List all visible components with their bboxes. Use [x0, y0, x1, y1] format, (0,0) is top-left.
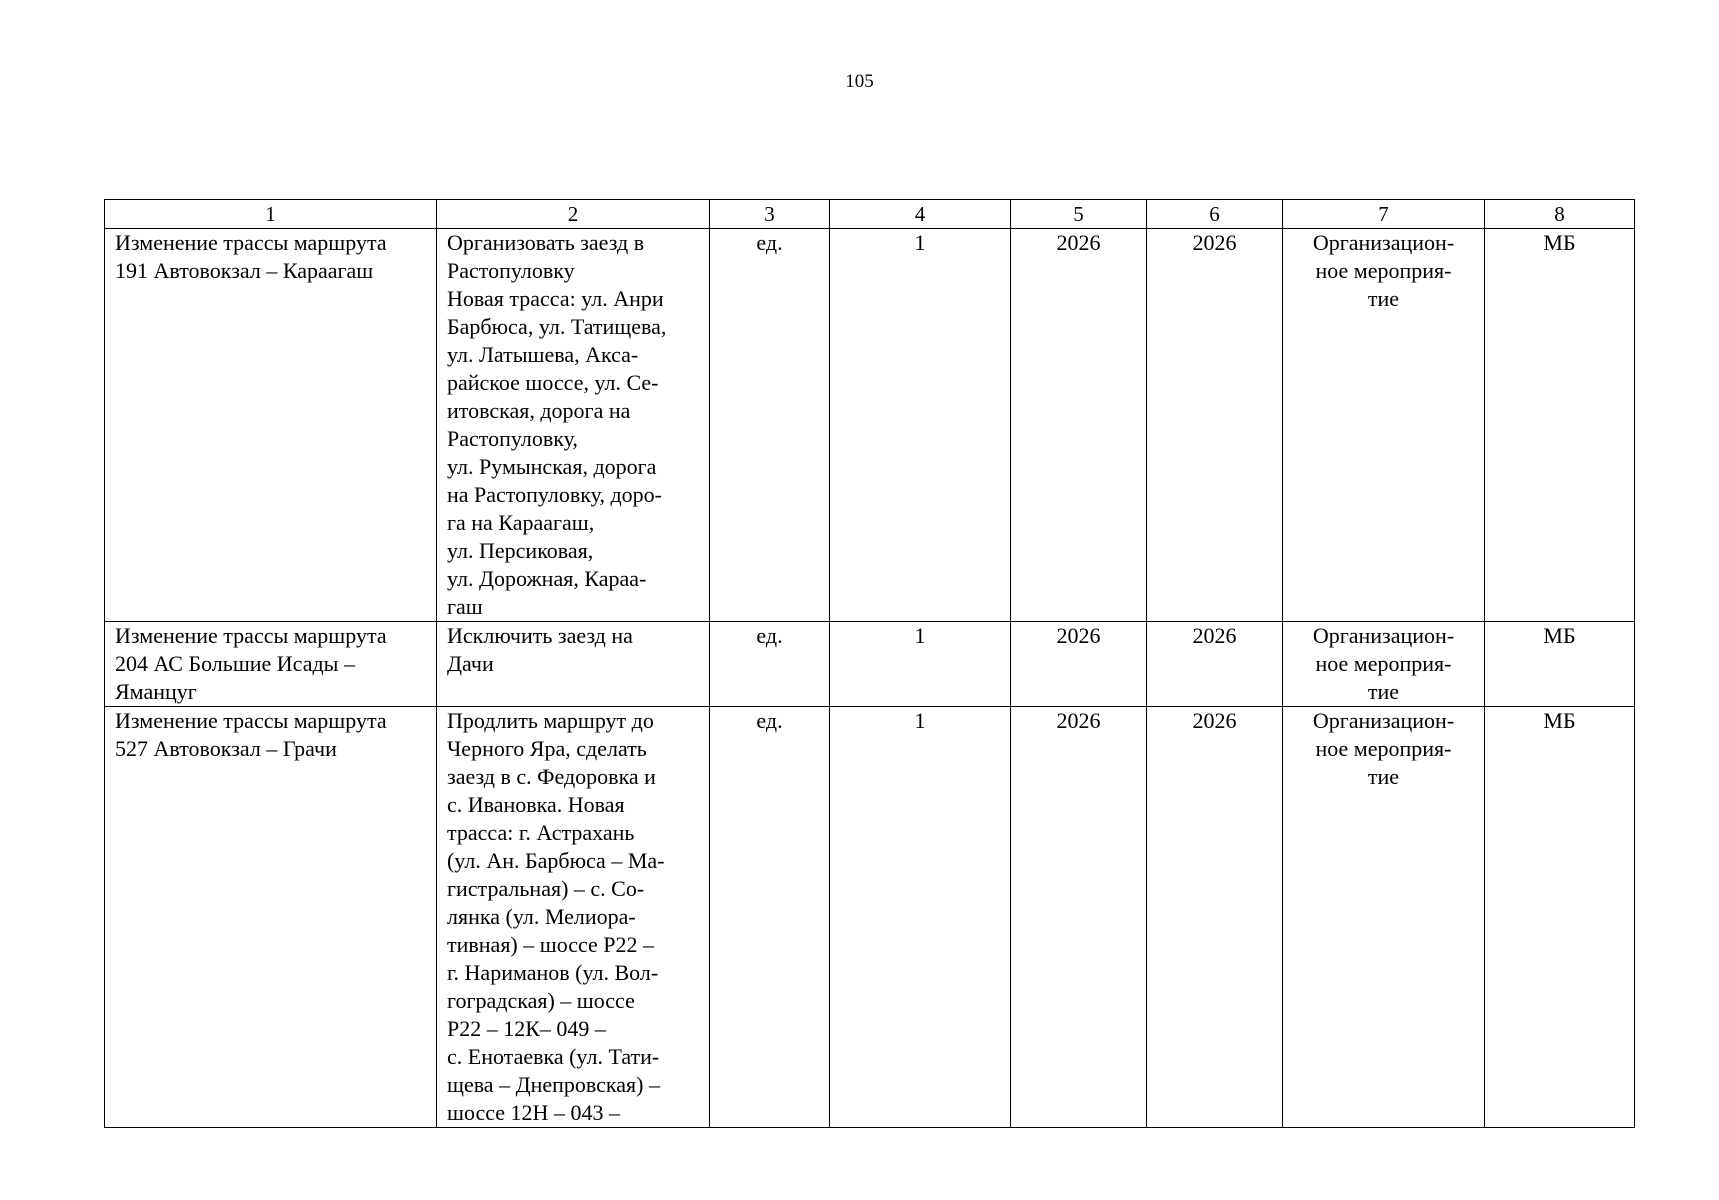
header-col-6: 6	[1147, 200, 1283, 229]
measure-type-cell: Организацион- ное мероприя- тие	[1283, 229, 1485, 622]
header-col-2: 2	[437, 200, 710, 229]
measure-description-cell: Исключить заезд на Дачи	[437, 622, 710, 707]
quantity-cell: 1	[830, 229, 1011, 622]
header-col-1: 1	[105, 200, 437, 229]
unit-cell: ед.	[710, 707, 830, 1128]
start-year-cell: 2026	[1011, 622, 1147, 707]
end-year-cell: 2026	[1147, 622, 1283, 707]
header-col-8: 8	[1485, 200, 1635, 229]
route-change-cell: Изменение трассы маршрута 204 АС Большие Исады – Яманцуг	[105, 622, 437, 707]
start-year-cell: 2026	[1011, 707, 1147, 1128]
measures-table	[104, 199, 1635, 1128]
header-col-5: 5	[1011, 200, 1147, 229]
funding-source-cell: МБ	[1485, 229, 1635, 622]
quantity-cell: 1	[830, 622, 1011, 707]
table-row	[105, 707, 1635, 1128]
table-row	[105, 622, 1635, 707]
measure-type-cell: Организацион- ное мероприя- тие	[1283, 707, 1485, 1128]
route-change-cell: Изменение трассы маршрута 191 Автовокзал – Карaагаш	[105, 229, 437, 622]
header-col-3: 3	[710, 200, 830, 229]
header-col-4: 4	[830, 200, 1011, 229]
header-col-7: 7	[1283, 200, 1485, 229]
measure-description-cell: Организовать заезд в Растопуловку Новая трасса: ул. Анри Барбюса, ул. Татищева, ул. Латышева, Акса- райское шоссе, ул. Се- итовская, дорога на Растопуловку, ул. Румынская, дорога на Растопуловку, доро- га на Карaагаш, ул. Персиковая, ул. Дорожная, Караа- гаш	[437, 229, 710, 622]
start-year-cell: 2026	[1011, 229, 1147, 622]
funding-source-cell: МБ	[1485, 622, 1635, 707]
table-row	[105, 229, 1635, 622]
table-header	[105, 200, 1635, 229]
header-row	[105, 200, 1635, 229]
end-year-cell: 2026	[1147, 229, 1283, 622]
unit-cell: ед.	[710, 229, 830, 622]
end-year-cell: 2026	[1147, 707, 1283, 1128]
funding-source-cell: МБ	[1485, 707, 1635, 1128]
route-change-cell: Изменение трассы маршрута 527 Автовокзал – Грачи	[105, 707, 437, 1128]
measure-description-cell: Продлить маршрут до Черного Яра, сделать заезд в с. Федоровка и с. Ивановка. Новая трасса: г. Астрахань (ул. Ан. Барбюса – Ма- гистральная) – с. Со- лянка (ул. Мелиора- тивная) – шоссе Р22 – г. Нариманов (ул. Вол- гоградская) – шоссе Р22 – 12К– 049 – с. Енотаевка (ул. Тати- щева – Днепровская) – шоссе 12Н – 043 –	[437, 707, 710, 1128]
unit-cell: ед.	[710, 622, 830, 707]
table-body	[105, 229, 1635, 1128]
quantity-cell: 1	[830, 707, 1011, 1128]
measure-type-cell: Организацион- ное мероприя- тие	[1283, 622, 1485, 707]
page-number: 105	[845, 71, 874, 92]
